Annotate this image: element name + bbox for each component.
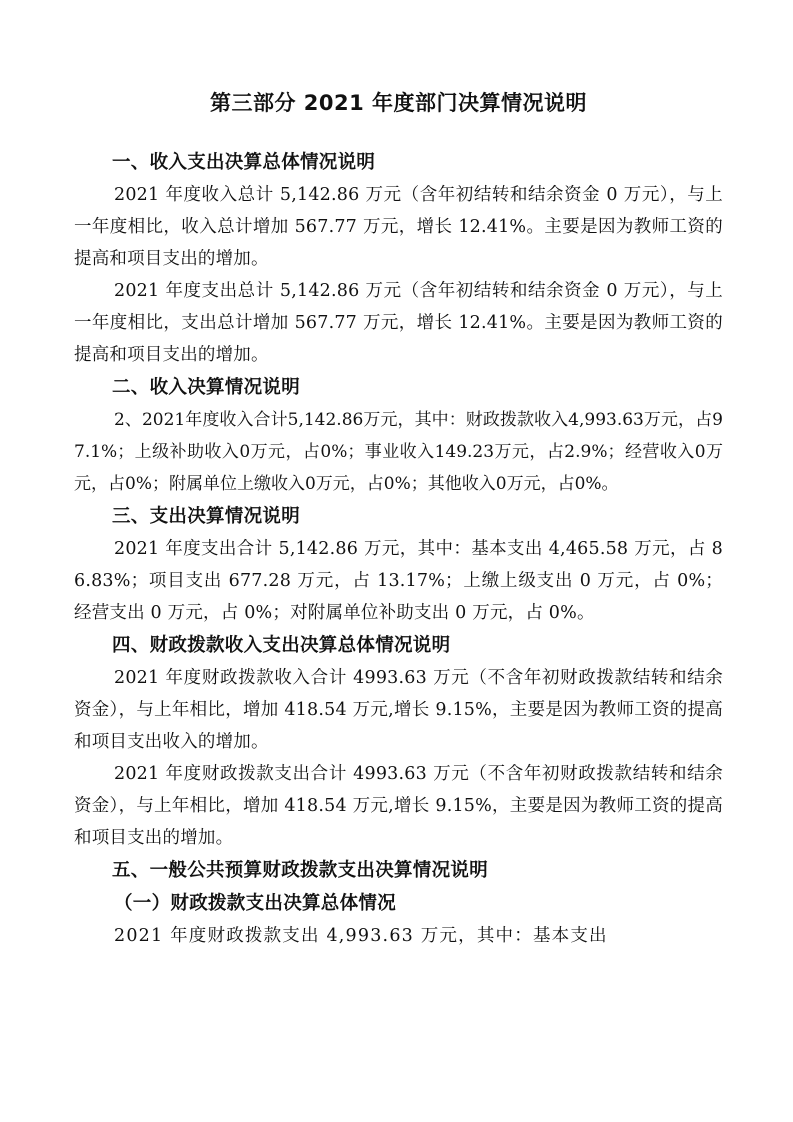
section-fiscal-allocation-overview: [74, 629, 723, 854]
section-income-statement: [74, 371, 723, 500]
section-general-public-budget: [74, 854, 723, 952]
section-heading: 二、收入决算情况说明: [112, 377, 301, 398]
paragraph-income-breakdown: 2、2021年度收入合计5,142.86万元，其中：财政拨款收入4,993.63万元，占97.1%；上级补助收入0万元，占0%；事业收入149.23万元，占2.9%；经营收入0万元，占0%；附属单位上缴收入0万元，占0%；其他收入0万元，占0%。: [74, 410, 723, 494]
section-heading: 一、收入支出决算总体情况说明: [112, 152, 376, 173]
paragraph-expense-total: 2021 年度支出总计 5,142.86 万元（含年初结转和结余资金 0 万元），与上一年度相比，支出总计增加 567.77 万元，增长 12.41%。主要是因为教师工资的提高和项目支出的增加。: [74, 281, 723, 365]
paragraph-fiscal-income: 2021 年度财政拨款收入合计 4993.63 万元（不含年初财政拨款结转和结余资金），与上年相比，增加 418.54 万元,增长 9.15%，主要是因为教师工资的提高和项目支出收入的增加。: [74, 668, 723, 752]
subsection-heading: （一）财政拨款支出决算总体情况: [114, 893, 397, 914]
section-heading: 四、财政拨款收入支出决算总体情况说明: [112, 635, 451, 656]
paragraph-fiscal-expense: 2021 年度财政拨款支出合计 4993.63 万元（不含年初财政拨款结转和结余资金），与上年相比，增加 418.54 万元,增长 9.15%，主要是因为教师工资的提高和项目支出的增加。: [74, 764, 723, 848]
paragraph-fiscal-expense-total: 2021 年度财政拨款支出 4,993.63 万元，其中：基本支出: [114, 926, 608, 946]
section-heading: 五、一般公共预算财政拨款支出决算情况说明: [112, 860, 489, 881]
section-heading: 三、支出决算情况说明: [112, 506, 301, 527]
document-title: 第三部分 2021 年度部门决算情况说明: [209, 91, 588, 115]
section-expense-statement: [74, 500, 723, 629]
paragraph-income-total: 2021 年度收入总计 5,142.86 万元（含年初结转和结余资金 0 万元），与上一年度相比，收入总计增加 567.77 万元，增长 12.41%。主要是因为教师工资的提高和项目支出的增加。: [74, 185, 723, 269]
section-income-expense-overview: [74, 146, 723, 371]
paragraph-expense-breakdown: 2021 年度支出合计 5,142.86 万元，其中：基本支出 4,465.58 万元，占 86.83%；项目支出 677.28 万元，占 13.17%；上缴上级支出 0 万元，占 0%；经营支出 0 万元，占 0%；对附属单位补助支出 0 万元，占 0%。: [74, 539, 723, 623]
